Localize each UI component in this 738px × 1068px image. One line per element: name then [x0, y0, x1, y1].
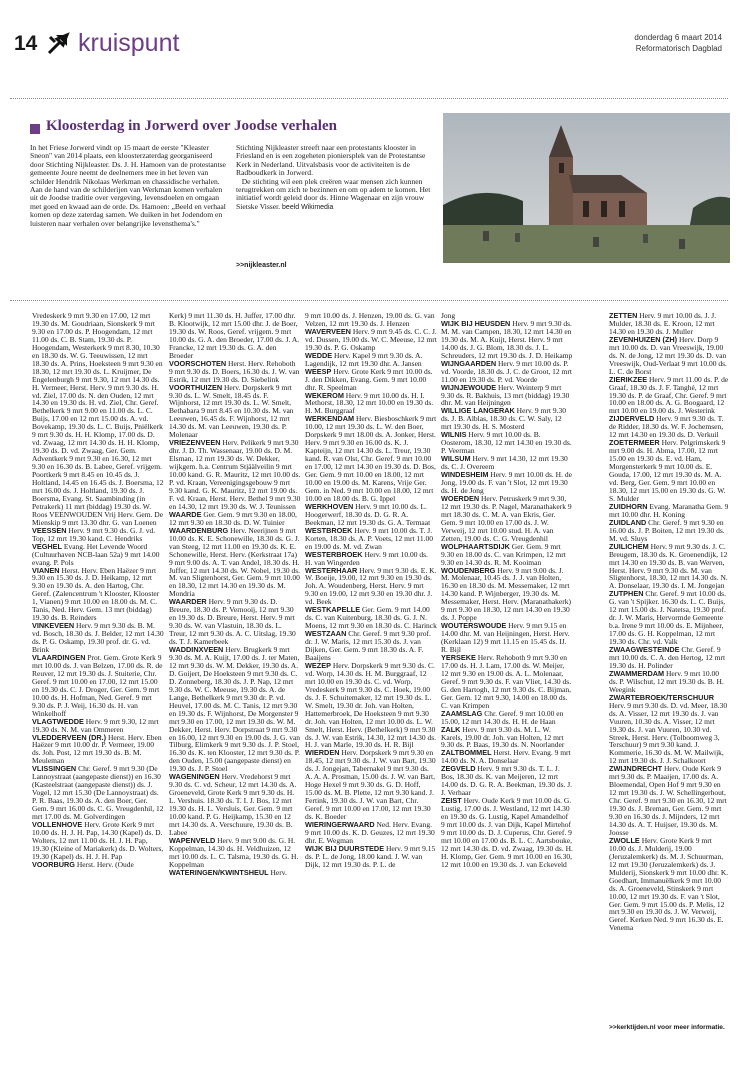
- place-name: ZEVENHUIZEN (ZH): [609, 334, 678, 344]
- place-name: VRIEZENVEEN: [169, 438, 221, 448]
- place-name: ZEGVELD: [441, 764, 476, 774]
- place-name: WAARDER: [169, 597, 207, 607]
- photo-credit: beeld Wikimedia: [282, 203, 334, 211]
- place-name: WILSUM: [441, 454, 471, 464]
- listing-entry: Kerk) 9 mrt 11.30 ds. H. Juffer, 17.00 dhr. B. Klootwijk, 12 mrt 15.00 dhr. J. de Boer, 19.30 ds. W. Roos, Geref. vrijgem. 9 mrt 10.00 ds. G. A. den Broeder, 17.00 ds. J. A. Francke, 12 mrt 19.30 ds. G. A. den Broeder: [169, 312, 300, 360]
- listing-entry: ZAAMSLAG Chr. Geref. 9 mrt 10.00 en 15.00, 12 mrt 14.30 ds. H. H. de Haan: [441, 708, 564, 726]
- listing-entry: YERSEKE Herv. Rehoboth 9 mrt 9.30 en 17.00 ds. H. J. Lam, 17.00 ds. W. Meijer, 12 mrt 9.30 en 19.00 ds. A. L. Molenaar, Geref. 9 mrt 9.30 ds. F. van Vliet, 14.30 ds. G. den Hartogh, 12 mrt 9.30 ds. C. Bijman, Ger. Gem. 12 mrt 9.30, 14.00 en 18.00 ds. C. van Krimpen: [441, 652, 572, 710]
- listing-column-5: [609, 312, 729, 1017]
- place-name: WAPENVELD: [169, 835, 216, 845]
- place-name: WILNIS: [441, 430, 467, 440]
- listing-entry: VLAARDINGEN Prot. Gem. Grote Kerk 9 mrt 10.00 ds. J. van Belzen, 17.00 ds. R. de Reuver, 12 mrt 19.30 ds. J. Stuiterie, Chr. Geref. 9 mrt 10.00 en 17.00, 12 mrt 15.00 en 19.30 ds. C. J. Droger, Ger. Gem. 9 mrt 10.00 ds. H. Hofman, Ned. Geref. 9 mrt 9.30 ds. P. J. Weij, 16.30 ds. H. van Winkelhoff: [32, 652, 163, 718]
- listing-entry: ZIJDERVELD Herv. 9 mrt 9.30 ds. T. de Ridder, 18.30 ds. W. F. Jochemsen, 12 mrt 14.30 en 19.30 ds. D. Verkuil: [609, 414, 724, 440]
- place-name: WOUTERSWOUDE: [441, 621, 507, 631]
- headline-marker: [30, 124, 40, 134]
- listing-entry: WIJNGAARDEN Herv. 9 mrt 10.00 ds. P. vd. Voorde, 18.30 ds. J. C. de Groot, 12 mrt 11.00 en 19.30 ds. P. vd. Voorde: [441, 358, 572, 384]
- listing-entry: WIERINGERWAARD Ned. Herv. Evang. 9 mrt 10.00 ds. K. D. Geuzes, 12 mrt 19.30 dhr. E. Wegman: [305, 820, 435, 845]
- place-name: WESTERBROEK: [305, 549, 363, 559]
- listing-entry: VEGHEL Evang. Het Levende Woord (Cultuurhaven NCB-laan 52a) 9 mrt 14.00 evang. P. Pols: [32, 541, 160, 567]
- page-header: [10, 28, 728, 62]
- listing-entry: ZOETERMEER Herv. Pelgrimskerk 9 mrt 9.00 ds. H. Abma, 17.00, 12 mrt 15.00 en 19.30 ds. E. vd. Ham, Morgensterkerk 9 mrt 10.00 ds. E. Gouda, 17.00, 12 mrt 19.30 ds. M. A. vd. Berg, Ger. Gem. 9 mrt 10.00 en 18.30, 12 mrt 15.00 en 19.30 ds. G. W. S. Mulder: [609, 438, 726, 503]
- listing-entry: WILSUM Herv. 9 mrt 14.30, 12 mrt 19.30 ds. C. J. Overeem: [441, 454, 568, 472]
- listing-entry: ZUIDLAND Chr. Geref. 9 mrt 9.30 en 16.00 ds. J. P. Boiten, 12 mrt 19.30 ds. M. vd. Sluys: [609, 517, 725, 543]
- listing-entry: WIJNJEWOUDE Herv. Weinterp 9 mrt 9.30 ds. R. Bakhuis, 13 mrt (biddag) 19.30 dhr. M. van Heijningen: [441, 382, 570, 408]
- place-name: WEESP: [305, 366, 332, 376]
- listing-entry: WOERDEN Herv. Petruskerk 9 mrt 9.30, 12 mrt 19.30 ds. P. Nagel, Maranathakerk 9 mrt 18.30 ds. C. M. A. van Ekris, Ger. Gem. 9 mrt 10.00 en 17.00 ds. J. W. Verweij, 12 mrt 10.00 stud. H. A. van Zetten, 19.00 ds. C. G. Vreugdenhil: [441, 493, 572, 543]
- place-name: WESTKAPELLE: [305, 605, 361, 615]
- listing-entry: ZWAAGWESTEINDE Chr. Geref. 9 mrt 10.00 ds. C. A. den Hertog, 12 mrt 19.30 ds. H. Polinder: [609, 645, 726, 670]
- listing-entry: ZWARTEBROEK/TERSCHUUR Herv. 9 mrt 9.30 ds. D. vd. Meer, 18.30 ds. A. Visser, 12 mrt 19.30 ds. J. van Vuuren, 10.30 ds. A. Visser, 12 mrt 19.30 ds. J. van Vuuren, 10.30 vd. Streek, Herst. Herv. (Tolboomweg 3, Terschuur) 9 mrt 9.30 kand. J. Kommerie, 16.30 ds. M. W. Mailwijk, 12 mrt 19.30 ds. J. J. Schalkoort: [609, 692, 728, 766]
- listing-entry: ZIERIKZEE Herv. 9 mrt 11.00 ds. P. de Graaf, 18.30 ds. J. F. Tanghé, 12 mrt 19.30 ds. P. de Graaf, Chr. Geref. 9 mrt 10.00 en 18.00 ds. A. G. Boogaard, 12 mrt 10.00 en 19.00 ds. J. Westerink: [609, 374, 729, 416]
- section-title: kruispunt: [78, 29, 180, 57]
- divider: [10, 98, 728, 99]
- newspaper-name: Reformatorisch Dagblad: [635, 44, 722, 53]
- place-name: VOLLENHOVE: [32, 820, 83, 829]
- listing-entry: WESTZAAN Chr. Geref. 9 mrt 9.30 prof. dr. J. W. Maris, 12 mrt 15.30 ds. J. van Dijken, Ger. Gem. 9 mrt 18.30 ds. A. F. Baaijens: [305, 629, 431, 662]
- listing-entry: WIERDEN Herv. Dorpskerk 9 mrt 9.30 en 18.45, 12 mrt 9.30 ds. J. W. van Bart, 19.30 ds. J. Jongejan, Tabernakel 9 mrt 9.30 ds. A. A. A. Prosman, 15.00 ds. J. W. van Bart, Hoge Hexel 9 mrt 9.30 ds. G. D. Hoff, 15.00 ds. M. B. Plette, 12 mrt 9.30 kand. J. Fertink, 19.30 ds. J. W. van Bart, Chr. Geref. 9 mrt 10.00 en 17.00, 12 mrt 19.30 ds. K. Boeder: [305, 748, 436, 822]
- listing-entry: VEESSEN Herv. 9 mrt 9.30 ds. G. J. vd. Top, 12 mrt 19.30 kand. C. Hendriks: [32, 525, 156, 543]
- place-name: WAGENINGEN: [169, 772, 220, 782]
- place-name: WESTERHAAR: [305, 565, 358, 575]
- place-name: WADDINXVEEN: [169, 645, 224, 655]
- issue-date: donderdag 6 maart 2014: [634, 33, 722, 42]
- listing-entry: VOLLENHOVE Herv. Grote Kerk 9 mrt 10.00 ds. H. J. H. Pap, 14.30 (Kapel) ds. D. Wolters, 12 mrt 11.00 ds. H. J. H. Pap, 19.30 (Kleine of Mariakerk) ds. D. Wolters, 19.30 (Kapel) ds. H. J. H. Pap: [32, 820, 164, 861]
- place-name: VOORTHUIZEN: [169, 382, 223, 392]
- place-name: ZALTBOMMEL: [441, 748, 492, 758]
- listing-entry: WOUTERSWOUDE Herv. 9 mrt 9.15 en 14.00 dhr. M. van Heijningen, Herst. Herv. (Kerklaan 12) 9 mrt 11.15 en 15.45 ds. IJ. R. Bijl: [441, 621, 570, 655]
- listing-column-1: [32, 312, 164, 1044]
- listing-entry: WAARDE Ger. Gem. 9 mrt 9.30 en 18.00, 12 mrt 9.30 en 18.30 ds. D. W. Tuinier: [169, 509, 297, 527]
- place-name: ZEIST: [441, 796, 462, 806]
- place-name: ZUILICHEM: [609, 541, 649, 551]
- listing-entry: WAGENINGEN Herv. Vredehorst 9 mrt 9.30 ds. C. vd. Scheur, 12 mrt 14.30 ds. A. Groeneveld, Grote Kerk 9 mrt 9.30 ds. H. L. Vershuis. 18.30 ds. T. I. J. Bos, 12 mrt 19.30 ds. H. L. Versluis, Ger. Gem. 9 mrt 10.00 kand. P. G. Heijkamp, 15.30 en 12 mrt 14.30 ds. A. Verschuure, 19.30 ds. B. Labee: [169, 772, 297, 837]
- listing-entry: WOUDENBERG Herv. 9 mrt 9.00 ds. J. M. Molenaar, 10.45 ds. J. J. van Holten, 16.30 en 18.30 ds. M. Messemaker, 12 mrt 14.30 kand. P. Wijnberger, 19.30 ds. M. Messemaker, Herst. Herv. (Maranathakerk) 9 mrt 9.30 en 18.30, 12 mrt 14.30 en 19.30 ds. J. Poppe: [441, 565, 571, 623]
- listing-entry: ZWIJNDRECHT Herv. Oude Kerk 9 mrt 9.30 ds. P. Maaijen, 17.00 ds. A. Bloemendal, Open Hof 9 mrt 9.30 en 12 mrt 19.30 ds. J. W. Schellingerhout, Chr. Geref. 9 mrt 9.30 en 16.30, 12 mrt 19.30 ds. J. Breman, Ger. Gem. 9 mrt 9.30 en 16.30 ds. J. Mijnders, 12 mrt 14.30 ds. A. T. Huijser, 19.30 ds. M. Joosse: [609, 764, 727, 837]
- place-name: WAARDENBURG: [169, 525, 229, 535]
- page-number: 14: [14, 32, 38, 55]
- place-name: VIANEN: [32, 565, 60, 575]
- article-link[interactable]: >>nijkleaster.nl: [236, 262, 287, 269]
- listing-entry: WEZEP Herv. Dorpskerk 9 mrt 9.30 ds. C. vd. Worp, 14.30 ds. H. M. Burggraaf, 12 mrt 10.00 en 19.30 ds. C. vd. Worp, Vredeskerk 9 mrt 9.30 ds. C. Hoek, 19.00 ds. J. F. Schuitemaker, 12 mrt 19.30 ds. L. W. Smelt, 19.30 dr. Joh. van Holten, Hattemerbroek, De Hoeksteen 9 mrt 9.30 dr. Joh. van Holten, 12 mrt 10.00 ds. L. W. Smelt, Herst. Herv. (Bethelkerk) 9 mrt 9.30 ds. J. W. van Estrik, 14.30, 12 mrt 14.30 ds. H. J. van Marle, 19.30 ds. H. R. Bijl: [305, 660, 437, 750]
- listing-entry: WATERINGEN/KWINTSHEUL Herv.: [169, 867, 287, 877]
- listing-entry: WERKHOVEN Herv. 9 mrt 10.00 ds. L. Hoogerwerf, 18.30 ds. D. G. R. A. Beekman, 12 mrt 19.30 ds. G. A. Termaat: [305, 501, 431, 527]
- listing-entry: Jong: [441, 312, 456, 320]
- divider: [10, 300, 728, 301]
- listing-entry: VOORSCHOTEN Herst. Herv. Rehoboth 9 mrt 9.30 ds. D. Boers, 16.30 ds. J. W. van Estrik, 12 mrt 19.30 ds. D. Siebelink: [169, 358, 300, 384]
- place-name: WEZEP: [305, 660, 331, 670]
- place-name: ZALK: [441, 724, 461, 734]
- place-name: WOUDENBERG: [441, 565, 496, 575]
- place-name: VLEDDERVEEN (DR.): [32, 732, 107, 742]
- place-name: WATERINGEN/KWINTSHEUL: [169, 867, 269, 877]
- place-name: WIJNGAARDEN: [441, 358, 497, 368]
- listing-entry: VINKEVEEN Herv. 9 mrt 9.30 ds. B. M. vd. Bosch, 18.30 ds. J. Belder, 12 mrt 14.30 ds. P. G. Oskamp, 19.30 prof. dr. G. vd. Brink: [32, 621, 164, 655]
- place-name: WINDESHEIM: [441, 470, 489, 480]
- place-name: WESTZAAN: [305, 629, 347, 639]
- place-name: ZUIDLAND: [609, 517, 647, 527]
- listing-entry: WAPENVELD Herv. 9 mrt 9.00 ds. G. H. Koppelman, 14.30 ds. H. Veldhuizen, 12 mrt 10.00 ds. L. C. Talsma, 19.30 ds. G. H. Koppelman: [169, 835, 299, 869]
- listing-entry: WESTERHAAR Herv. 9 mrt 9.30 ds. E. K. W. Boeije, 19.00, 12 mrt 9.30 en 19.30 ds. Joh. A. Woudenberg, Herst. Herv. 9 mrt 9.30 en 19.00, 12 mrt 9.30 en 19.30 dhr. J. vd. Beek: [305, 565, 437, 607]
- listing-entry: WESTKAPELLE Ger. Gem. 9 mrt 14.00 ds. C. van Kuitenburg, 18.30 ds. G. J. N. Moens, 12 mrt 9.30 en 18.30 ds. C. Harinck: [305, 605, 437, 631]
- listing-entry: ZALTBOMMEL Herst. Herv. Evang. 9 mrt 14.00 ds. N. A. Donselaar: [441, 748, 571, 766]
- listing-entry: ZEIST Herv. Oude Kerk 9 mrt 10.00 ds. G. Lustig, 17.00 ds. J. Westland, 12 mrt 14.30 en 19.30 ds. G. Lustig, Kapel Amandelhof 9 mrt 10.00 ds. J. van Dijk, Kapel Mirtehof 9 mrt 10.00 ds. D. J. Cuperus, Chr. Geref. 9 mrt 10.00 en 17.00 ds. B. L. C. Aartsbouke, 12 mrt 14.30 ds. D. vd. Zwaag, 19.30 ds. H. H. Klomp, Ger. Gem. 9 mrt 10.00 en 16.30, 12 mrt 10.00 en 19.30 ds. J. van Eckeveld: [441, 796, 573, 869]
- listing-entry: ZUIDHORN Evang. Maranatha Gem. 9 mrt 10.00 dhr. H. Koning: [609, 501, 729, 519]
- place-name: WILLIGE LANGERAK: [441, 406, 515, 416]
- listing-entry: WOLPHAARTSDIJK Ger. Gem. 9 mrt 9.30 en 18.00 ds. C. van Krimpen, 12 mrt 9.30 en 14.30 ds. R. M. Kooiman: [441, 541, 566, 567]
- place-name: VLISSINGEN: [32, 764, 77, 774]
- place-name: WIJK BIJ DUURSTEDE: [305, 843, 385, 853]
- place-name: WIJK BIJ HEUSDEN: [441, 318, 511, 328]
- place-name: VEESSEN: [32, 525, 67, 535]
- listing-entry: VOORTHUIZEN Herv. Dorpskerk 9 mrt 9.30 ds. L. W. Smelt, 18.45 ds. F. Wijnhorst, 12 mrt 19.30 ds. L. W. Smelt, Bethabara 9 mrt 8.45 en 10.30 ds. M. van Leeuwen, 16.45 ds. F. Wijnhorst, 12 mrt 14.30 ds. M. van Leeuwen, 19.30 ds. P. Molenaar: [169, 382, 294, 440]
- place-name: WERKENDAM: [305, 414, 355, 424]
- listing-entry: VLISSINGEN Chr. Geref. 9 mrt 9.30 (De Lannoystraat (aangepaste dienst)) en 16.30 (Kasteelstraat (aangepaste dienst)) ds. J. Vogel, 12 mrt 15.30 (De Lannoystraat) ds. P. R. Baas, 19.30 ds. A. den Boer, Ger. Gem. 9 mrt 16.00 ds. C. G. Vreugdenhil, 12 mrt 17.00 ds. M. Golverdingen: [32, 764, 164, 822]
- place-name: ZWAMMERDAM: [609, 668, 665, 678]
- place-name: WERKHOVEN: [305, 501, 354, 511]
- listing-entry: ZUILICHEM Herv. 9 mrt 9.30 ds. J. C. Breugem, 18.30 ds. K. Groenendijk, 12 mrt 14.30 en 19.30 ds. B. van Werven, Herst. Herv. 9 mrt 9.30 ds. M. van Sligtenhorst, 18.30, 12 mrt 14.30 ds. N. A. Donselaar, 19.30 ds. I. M. Jongejan: [609, 541, 728, 591]
- listing-entry: VIANEN Herst. Herv. Eben Haëzer 9 mrt 9.30 en 15.30 ds. J. D. Heikamp, 12 mrt 9.30 en 19.30 ds. A. den Hartog, Chr. Geref. (Zalencentrum 't Klooster, Klooster 1, Vianen) 9 mrt 10.00 en 18.00 ds. M. C. Tanis, Ned. Herv. Gem. 13 mrt (biddag) 19.30 ds. B. Reinders: [32, 565, 160, 623]
- listing-entry: VRIEZENVEEN Herv. Pelikerk 9 mrt 9.30 dhr. J. D. Th. Wassenaar, 19.00 ds. D. M. Elsman, 12 mrt 19.30 ds. W. Dekker, wijkgem. h.a. Centrum Stjäälveilin 9 mrt 10.00 kand. G. R. Mauritz, 12 mrt 10.00 ds. P. vd. Kraan, Vereenigingsgebouw 9 mrt 9.30 kand. G. K. Mauritz, 12 mrt 19.00 ds. F. vd. Kraan, Herst. Herv. Bethel 9 mrt 9.30 en 14.30, 12 mrt 19.30 ds. W. J. Teunissen: [169, 438, 301, 511]
- listing-entry: VOORBURG Herst. Herv. (Oude: [32, 859, 134, 869]
- listing-entry: WIJK BIJ HEUSDEN Herv. 9 mrt 9.30 ds. M. M. van Campen, 18.30, 12 mrt 14.30 en 19.30 ds. M. A. Kuijt, Herst. Herv. 9 mrt 14.00 ds. J. G. Blom, 18.30 ds. J. L. Schreuders, 12 mrt 19.30 ds. J. D. Heikamp: [441, 318, 573, 360]
- place-name: ZWOLLE: [609, 835, 640, 845]
- place-name: VLAGTWEDDE: [32, 716, 84, 726]
- place-name: ZWAAGWESTEINDE: [609, 645, 680, 655]
- listing-entry: WEKEROM Herv. 9 mrt 10.00 ds. H. I. Methorst, 18.30, 12 mrt 10.00 en 19.30 ds. H. M. Burggraaf: [305, 390, 434, 416]
- article-column-1: In het Friese Jorwerd vindt op 15 maart de eerste "Kleaster Sneon" van 2014 plaats, een kloosterzaterdag georganiseerd door Stichting Nijkleaster. Ds. J. H. Hamoen van de protestantse gemeente Joure neemt de deelnemers mee in het leven van schilder Hendrik Nikolaas Werkman en chassidische verhalen. Aan de hand van de schilderijen van Werkman komen verhalen uit de Joodse traditie over vergeving, levensdoelen en omgaan met goed en kwaad aan de orde. Ds. Hamoen: „Beeld en verhaal komen op deze zaterdag samen. We duiken in het Jodendom en luisteren naar verhalen over belangrijke levensthema's.": [30, 143, 226, 228]
- listing-column-4: [441, 312, 573, 1044]
- place-name: WIERDEN: [305, 748, 340, 758]
- place-name: YERSEKE: [441, 652, 476, 662]
- place-name: ZUIDHORN: [609, 501, 648, 511]
- article-column-2-text: Stichting Nijkleaster streeft naar een protestants klooster in Friesland en is een zogeheten pioniersplek van de Protestantse Kerk in Nederland. Uitvalsbasis voor de activiteiten is de Radboudkerk in Jorwerd. De stichting wil een plek creëren waar mensen zich kunnen terugtrekken om zich te bezinnen en om op adem te komen. Het initiatief wordt geleid door ds. Hinne Wagenaar en zijn vrouw Sietske Visser.: [236, 143, 431, 211]
- listing-entry: VLAGTWEDDE Herv. 9 mrt 9.30, 12 mrt 19.30 ds. N. M. van Ommeren: [32, 716, 159, 734]
- place-name: ZWARTEBROEK/TERSCHUUR: [609, 692, 714, 702]
- place-name: WAARDE: [169, 509, 202, 519]
- listing-entry: ZEGVELD Herv. 9 mrt 9.30 ds. T. L. J. Bos, 18.30 ds. K. van Meijeren, 12 mrt 14.00 ds. D. G. R. A. Beekman, 19.30 ds. J. J. Verhaar: [441, 764, 573, 798]
- listing-entry: WAARDENBURG Herv. Neerijnen 9 mrt 10.00 ds. K. E. Schonewille, 18.30 ds. G. J. van Steeg, 12 mrt 11.00 en 19.30 ds. K. E. Schonewille, Herst. Herv. (Kerkstraat 17a) 9 mrt 9.00 ds. A. T. van Andel, 18.30 ds. H. Juffer, 12 mrt 14.30 ds. W. Nobel, 19.30 ds. M. van Sligtenhorst, Ger. Gem. 9 mrt 10.00 en 18.30, 12 mrt 14.30 en 19.30 ds. M. Mondria: [169, 525, 301, 599]
- listing-entry: 9 mrt 10.00 ds. J. Henzen, 19.00 ds. G. van Velzen, 12 mrt 19.30 ds. J. Henzen: [305, 312, 435, 328]
- place-name: WIJNJEWOUDE: [441, 382, 497, 392]
- place-name: WESTBROEK: [305, 525, 353, 535]
- listing-entry: WERKENDAM Herv. Biesboschkerk 9 mrt 10.00, 12 mrt 19.30 ds. L. W. den Boer, Dorpskerk 9 mrt 18.00 ds. A. Jonker, Herst. Herv. 9 mrt 9.30 en 16.00 ds. K. J. Kapteijn, 12 mrt 14.30 ds. L. Treur, 19.30 kand. R. van Olst, Chr. Geref. 9 mrt 10.00 en 17.00, 12 mrt 14.30 en 19.30 ds. D. Bos, Ger. Gem. 9 mrt 10.00 en 18.00, 12 mrt 10.00 en 19.00 ds. M. Karens, Vrije Ger. Gem. in Ned. 9 mrt 10.00 en 18.00, 12 mrt 10.00 en 18.00 ds. B. G. Ippel: [305, 414, 437, 503]
- listing-entry: WINDESHEIM Herv. 9 mrt 10.00 ds. H. de Jong, 19.00 ds. F. van 't Slot, 12 mrt 19.30 ds. H. de Jong: [441, 470, 572, 495]
- listing-column-3: [305, 312, 437, 1044]
- place-name: ZOETERMEER: [609, 438, 660, 448]
- listing-entry: Vredeskerk 9 mrt 9.30 en 17.00, 12 mrt 19.30 ds. M. Goudriaan, Sionskerk 9 mrt 9.30 en 17.00 ds. P. Hoogendam, 12 mrt 11.00 ds. C. B. Stam, 19.30 ds. P. Hoogendam, Westerkerk 9 mrt 8.30, 10.30 en 18.30 ds. W. G. Teeuwissen, 12 mrt 18.30 ds. A. Prins, Hoeksteen 9 mrt 9.30 en 18.30, 12 mrt 19.30 ds. L. Kruijmer, De Engelenburgh 9 mrt 9.30, 12 mrt 14.30 ds. H. Vermeer, Herst. Herv. 9 mrt 9.30 ds. H. vd. Ziel, 17.00 ds. N. den Ouden, 12 mrt 14.30 en 19.30 ds. H. vd. Ziel, Chr. Geref. Bethelkerk 9 mrt 9.00 en 11.00 ds. L. C. Buijs, 17.00 en 12 mrt 15.00 ds. A. vd. Bovekamp, 19.30 ds. L. C. Buijs, Pniëlkerk 9 mrt 9.30 ds. H. H. Klomp, 17.00 ds. D. vd. Zwaag, 12 mrt 14.30 ds. H. H. Klomp, 19.30 ds. D. vd. Zwaag, Ger. Gem. Adventkerk 9 mrt 9.30 en 16.30, 12 mrt 9.30 en 16.30 ds. B. Labee, Geref. vrijgem. Poortkerk 9 mrt 8.45 en 10.45 ds. J. Holtland, 14.45 en 16.45 ds. J. Boersma, 12 mrt 16.00 ds. J. Holtland, 19.30 ds. J. Boersma, Evang. St. Saambinding (in Petrakerk) 11 mrt (biddag) 19.30 ds. W. Roos VEENWOUDEN Vrij Herv. Gem. De Mienskip 9 mrt 13.30 dhr. G. van Loenen: [32, 312, 164, 527]
- kerktijden-link[interactable]: >>kerktijden.nl voor meer informatie.: [609, 1024, 725, 1031]
- place-name: ZIERIKZEE: [609, 374, 648, 384]
- place-name: ZUTPHEN: [609, 589, 644, 599]
- listing-entry: WIJK BIJ DUURSTEDE Herv. 9 mrt 9.15 ds. P. L. de Jong, 18.00 kand. J. W. van Dijk, 12 mrt 19.30 ds. P. L. de: [305, 843, 436, 869]
- article-headline: Kloosterdag in Jorwerd over Joodse verhalen: [46, 118, 337, 134]
- place-name: WAVERVEEN: [305, 326, 351, 336]
- listing-entry: WILNIS Herv. 9 mrt 10.00 ds. B. Oosterom, 18.30, 12 mrt 14.30 en 19.30 ds. P. Veerman: [441, 430, 572, 456]
- place-name: ZETTEN: [609, 312, 638, 320]
- place-name: ZIJDERVELD: [609, 414, 655, 424]
- place-name: VOORBURG: [32, 859, 75, 869]
- arrow-icon: [46, 32, 70, 56]
- listing-entry: ZALK Herv. 9 mrt 9.30 ds. M. L. W. Karels, 19.00 dr. Joh. van Holten, 12 mrt 9.30 ds. P. Baas, 19.30 ds. N. Noorlander: [441, 724, 565, 750]
- place-name: WOERDEN: [441, 493, 480, 503]
- listing-entry: WAVERVEEN Herv. 9 mrt 9.45 ds. C. C. J. vd. Dussen, 19.00 ds. W. C. Meeuse, 12 mrt 19.30 ds. P. G. Oskamp: [305, 326, 437, 352]
- listing-column-2: [169, 312, 301, 1044]
- place-name: WIERINGERWAARD: [305, 820, 375, 829]
- listing-entry: ZWAMMERDAM Herv. 9 mrt 10.00 ds. P. Wilschut, 12 mrt 19.30 ds. B. H. Weegink: [609, 668, 724, 694]
- place-name: VLAARDINGEN: [32, 652, 86, 662]
- listing-entry: VLEDDERVEEN (DR.) Herst. Herv. Eben Haëzer 9 mrt 10.00 dr. P. Vermeer, 19.00 ds. Joh. Post, 12 mrt 19.30 ds. B. M. Meuleman: [32, 732, 162, 766]
- place-name: ZWIJNDRECHT: [609, 764, 663, 774]
- place-name: VEGHEL: [32, 541, 63, 551]
- listing-entry: WILLIGE LANGERAK Herv. 9 mrt 9.30 ds. J. B. Alblas, 18.30 ds. C. W. Saly, 12 mrt 19.30 ds. H. S. Mosterd: [441, 406, 566, 432]
- place-name: WOLPHAARTSDIJK: [441, 541, 510, 551]
- listing-entry: ZUTPHEN Chr. Geref. 9 mrt 10.00 ds. G. van 't Spijker. 16.30 ds. L. C. Buijs, 12 mrt 15.00 ds. J. Natetsa, 19.30 prof. dr. J. W. Maris, Hervormde Gemeente b.a. Irene 9 mrt 10.00 ds. E. Mijnheer, 17.00 ds. G. H. Koppelman, 12 mrt 19.30 ds. Chr. vd. Valk: [609, 589, 726, 647]
- listing-entry: WEDDE Herv. Kapel 9 mrt 9.30 ds. A. Lagendijk, 12 mrt 19.30 dhr. A. Jansen: [305, 350, 423, 368]
- listing-entry: ZEVENHUIZEN (ZH) Herv. Dorp 9 mrt 10.00 ds. D. van Vreeswijk, 19.00 ds. N. de Jong, 12 mrt 19.30 ds. D. van Vreeswijk, Oud-Verlaat 9 mrt 10.00 ds. L. C. de Borst: [609, 334, 727, 376]
- place-name: WEDDE: [305, 350, 333, 360]
- listing-entry: WAARDER Herv. 9 mrt 9.30 ds. D. Breure, 18.30 ds. P. Vernooij, 12 mrt 9.30 en 19.30 ds. D. Breure, Herst. Herv. 9 mrt 9.30 ds. W. van Vlastuin, 18.30 ds. L. Treur, 12 mrt 9.30 ds. A. C. Uitslag, 19.30 ds. T. J. Kamerbeek: [169, 597, 296, 647]
- place-name: ZAAMSLAG: [441, 708, 483, 718]
- place-name: VOORSCHOTEN: [169, 358, 227, 368]
- listing-entry: WADDINXVEEN Herv. Brugkerk 9 mrt 9.30 ds. M. A. Kuijt, 17.00 ds. J. ter Maten, 12 mrt 9.30 ds. W. M. Dekker, 19.30 ds. A. D. Goijert, De Hoeksteen 9 mrt 9.30 ds. C. D. Zonneberg, 18.30 ds. J. P. Nap, 12 mrt 9.30 ds. W. C. Meeuse, 19.30 ds. A. de Lange, Bethelkerk 9 mrt 9.30 dr. P. vd. Heuvel, 17.00 ds. M. C. Tanis, 12 mrt 9.30 en 19.30 ds. F. Wijnhorst, De Morgenster 9 mrt 9.30 en 17.00, 12 mrt 19.30 ds. W. M. Dekker, Herst. Herv. Dorpstraat 9 mrt 9.30 en 16.00, 12 mrt 9.30 en 19.00 ds. J. G. van Tilburg, Elimkerk 9 mrt 9.30 ds. J. P. Stoel, 16.30 ds. K. ten Klooster, 12 mrt 9.30 ds. P. den Ouden, 15.00 (aangepaste dienst) en 19.30 ds. J. P. Stoel: [169, 645, 301, 774]
- article-column-2: [236, 144, 436, 212]
- listing-entry: WEESP Herv. Grote Kerk 9 mrt 10.00 ds. J. den Dikken, Evang. Gem. 9 mrt 10.00 dhr. R. Speelman: [305, 366, 433, 392]
- listing-entry: ZETTEN Herv. 9 mrt 10.00 ds. J. J. Mulder, 18.30 ds. E. Kroon, 12 mrt 14.30 en 19.30 ds. J. Muller: [609, 312, 717, 336]
- place-name: WEKEROM: [305, 390, 344, 400]
- dateline: [634, 32, 722, 54]
- listing-entry: ZWOLLE Herv. Grote Kerk 9 mrt 10.00 ds. J. Mulderij, 19.00 (Jeruzalemkerk) ds. M. J. Schuurman, 12 mrt 19.30 (Jeruzalemkerk) ds. J. Mulderij, Sionskerk 9 mrt 10.00 dhr. K. Goedhart, Immanuëlkerk 9 mrt 10.00 ds. A. Groeneveld, Stinskerk 9 mrt 10.00, 12 mrt 19.30 ds. F. van 't Slot, Ger. Gem. 9 mrt 15.00 ds. P. Melis, 12 mrt 9.30 en 19.30 ds. J. W. Verweij, Geref. Kerken Ned. 9 mrt 16.30 ds. E. Venema: [609, 835, 729, 933]
- church-photo: [443, 113, 730, 263]
- place-name: VINKEVEEN: [32, 621, 75, 631]
- listing-entry: WESTBROEK Herv. 9 mrt 10.00 ds. T. J. Korten, 18.30 ds. A. P. Voets, 12 mrt 11.00 en 19.00 ds. M. vd. Zwan: [305, 525, 433, 551]
- listing-entry: WESTERBROEK Herv. 9 mrt 10.00 ds. H. van Wingerden: [305, 549, 428, 567]
